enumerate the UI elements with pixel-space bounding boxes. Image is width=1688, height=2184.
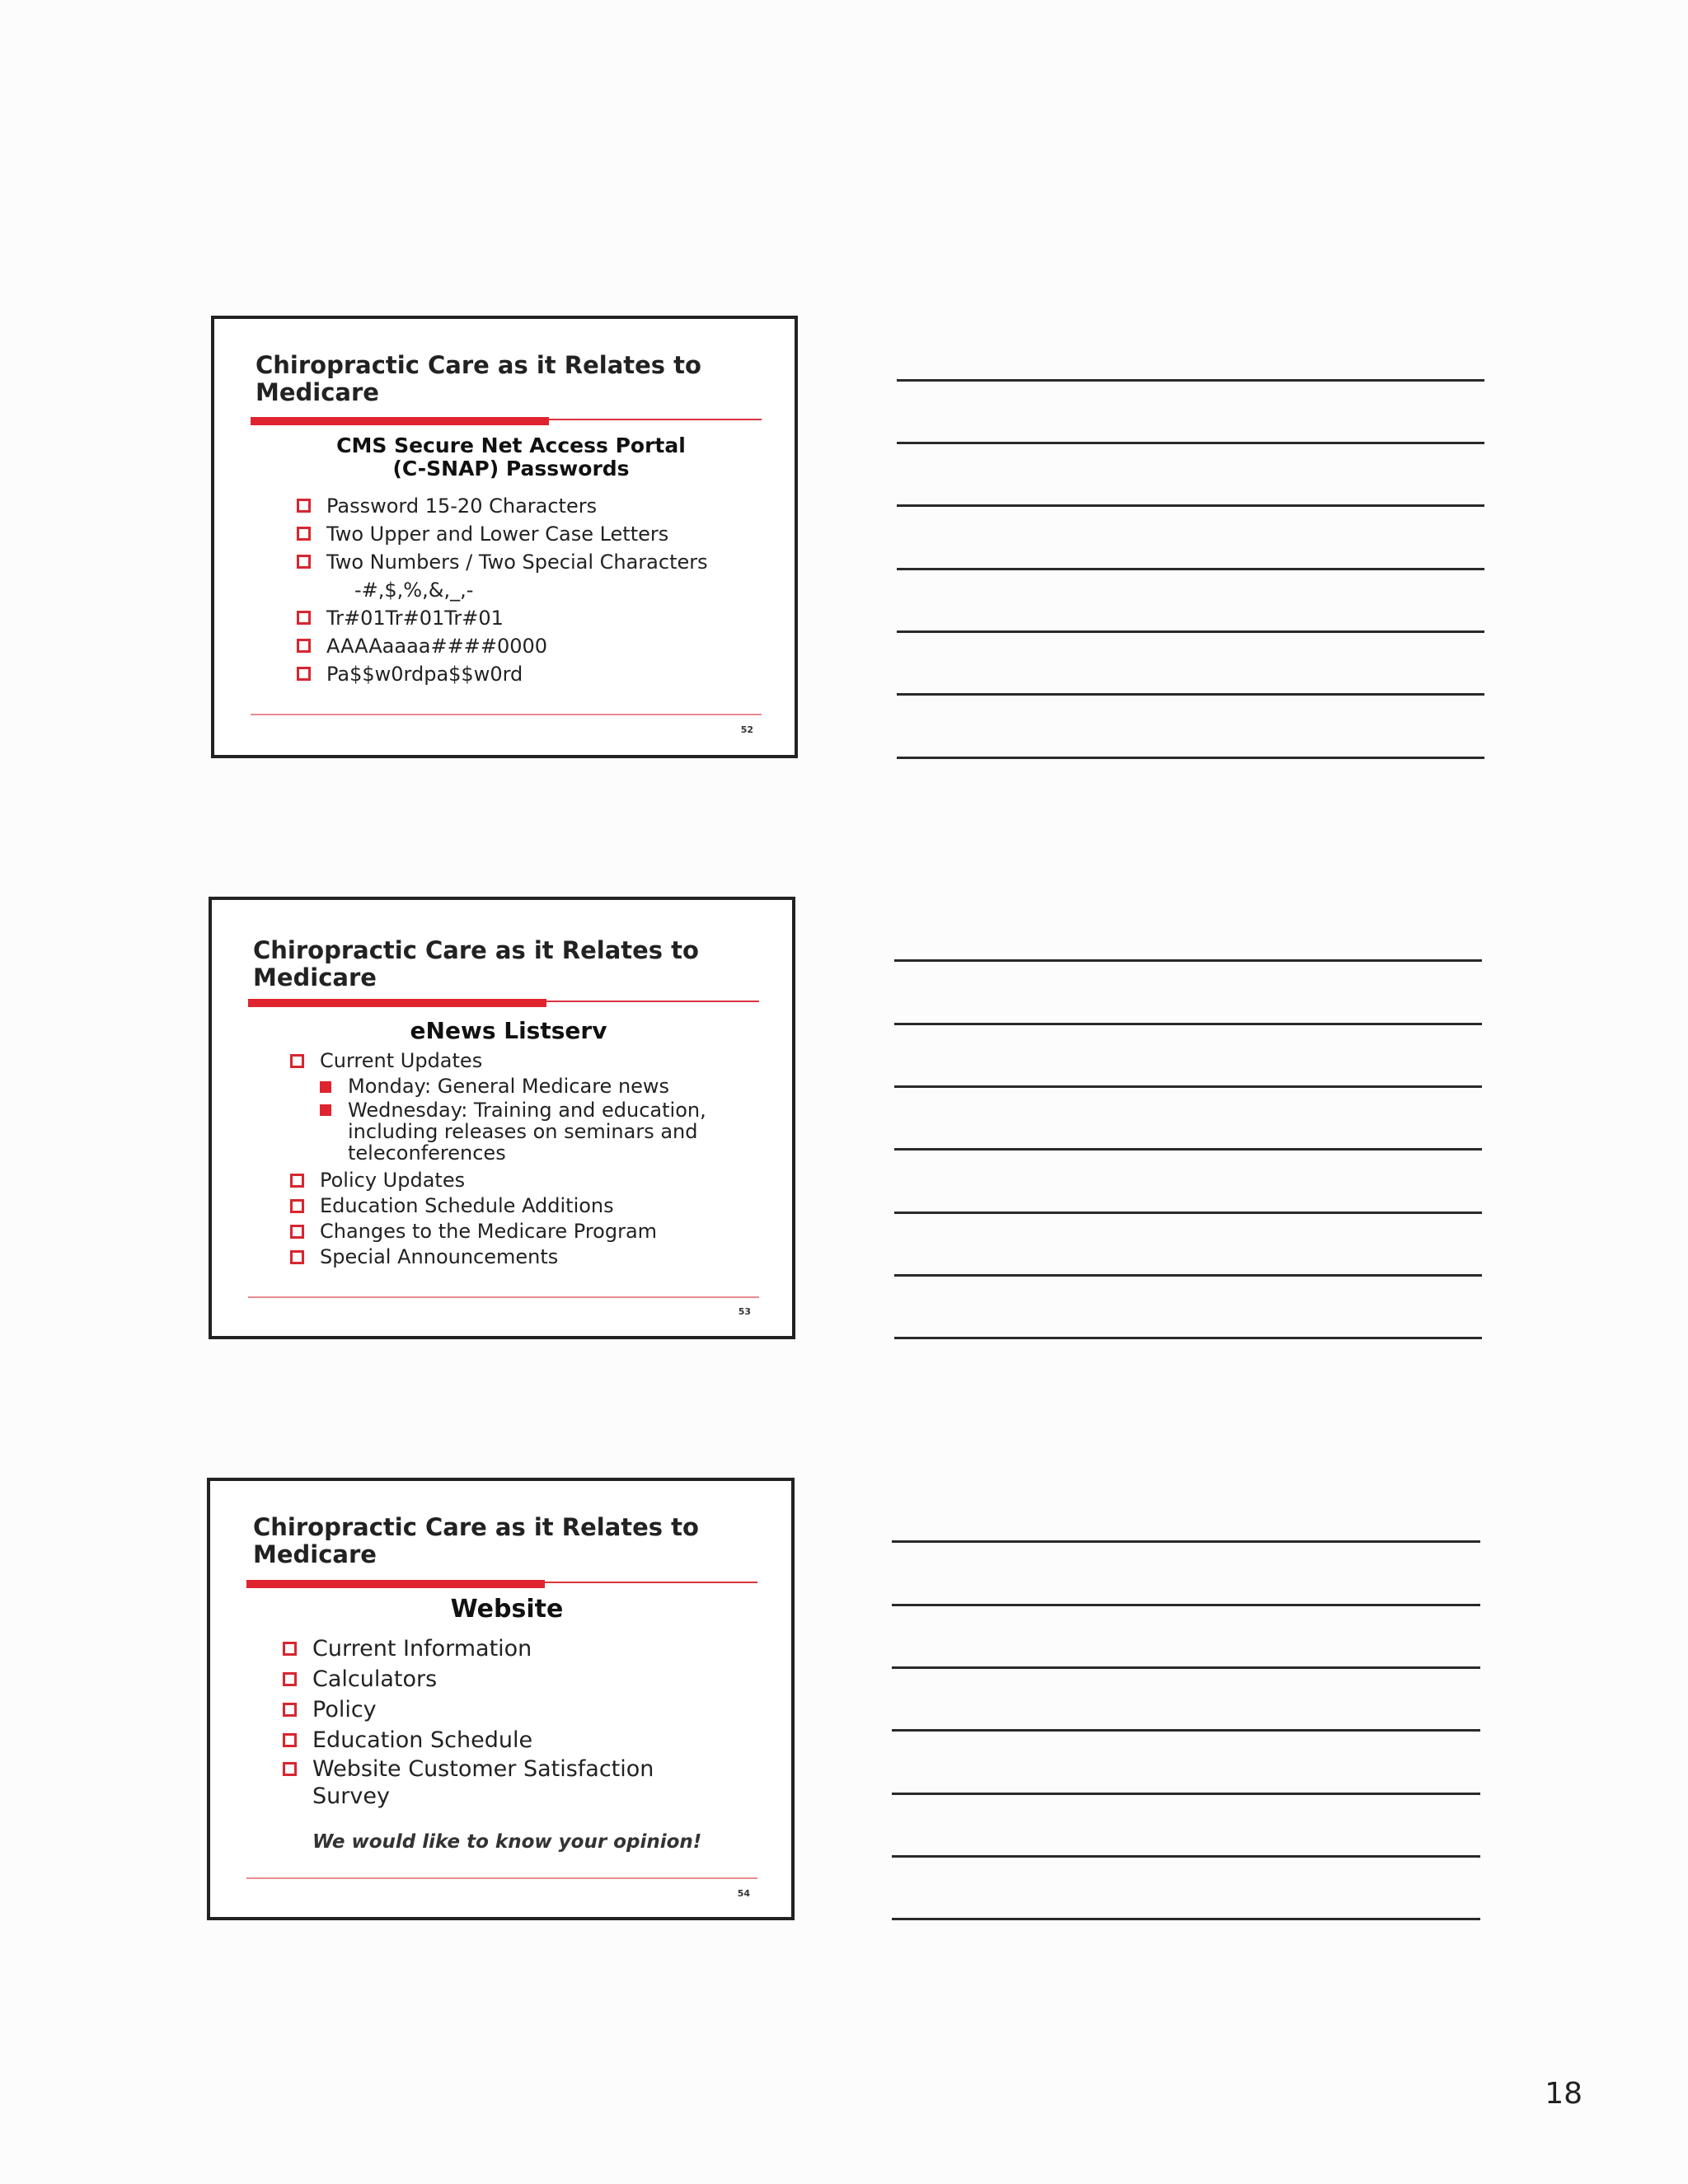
list-item: Education Schedule Additions [290, 1193, 768, 1219]
list-item: Changes to the Medicare Program [290, 1219, 768, 1244]
square-bullet-icon [297, 527, 311, 541]
list-item: Tr#01Tr#01Tr#01 [297, 604, 775, 632]
note-line [894, 1085, 1482, 1088]
note-line [892, 1729, 1480, 1732]
title-accent-bar [251, 417, 549, 425]
subtitle-line-1: CMS Secure Net Access Portal [336, 434, 686, 457]
square-bullet-icon [297, 555, 311, 569]
list-item: Current Information [283, 1633, 761, 1664]
note-line [897, 568, 1484, 570]
square-bullet-icon [297, 611, 311, 625]
footer-rule [251, 714, 762, 715]
bullet-list [290, 1048, 768, 1270]
square-bullet-icon [290, 1054, 304, 1068]
square-bullet-icon [290, 1250, 304, 1264]
square-bullet-icon [283, 1642, 297, 1656]
slide-number: 52 [740, 724, 753, 735]
slide-subtitle: Website [450, 1595, 564, 1624]
square-bullet-icon [297, 639, 311, 653]
note-line [897, 693, 1484, 696]
sub-list-item: Wednesday: Training and education, including releases on seminars and teleconferences [290, 1099, 743, 1164]
square-bullet-icon [290, 1199, 304, 1213]
list-item: Two Numbers / Two Special Characters [297, 548, 775, 576]
slide-number: 53 [738, 1306, 751, 1317]
bullet-list [297, 492, 775, 688]
note-line [894, 959, 1482, 962]
note-line [894, 1274, 1482, 1277]
note-line [897, 504, 1484, 507]
list-item: Policy Updates [290, 1168, 768, 1193]
note-line [892, 1604, 1480, 1606]
note-line [897, 442, 1484, 444]
square-bullet-icon [290, 1174, 304, 1188]
square-bullet-icon [283, 1672, 297, 1686]
slide-number: 54 [737, 1888, 750, 1899]
sub-list-item: Monday: General Medicare news [290, 1074, 768, 1099]
page-number: 18 [1545, 2077, 1582, 2111]
note-line [892, 1918, 1480, 1920]
slide-53 [209, 897, 795, 1339]
list-item: Policy [283, 1694, 761, 1725]
square-bullet-icon [297, 499, 311, 513]
title-accent-bar [246, 1580, 545, 1588]
list-item: AAAAaaaa####0000 [297, 632, 775, 660]
slide-title: Chiropractic Care as it Relates to Medicare [256, 351, 701, 406]
red-square-bullet-icon [320, 1081, 331, 1093]
slide-subtitle: eNews Listserv [410, 1017, 607, 1044]
note-line [892, 1540, 1480, 1543]
note-line [894, 1148, 1482, 1151]
slide-54 [207, 1478, 795, 1920]
list-item-continuation [297, 576, 775, 604]
square-bullet-icon [283, 1703, 297, 1717]
list-item: Website Customer Satisfaction Survey [283, 1755, 667, 1810]
subtitle-line-2: (C-SNAP) Passwords [392, 457, 630, 480]
square-bullet-icon [297, 667, 311, 681]
note-line [897, 630, 1484, 633]
square-bullet-icon [283, 1733, 297, 1747]
footer-rule [246, 1877, 757, 1879]
title-accent-bar [248, 999, 546, 1007]
list-item: Current Updates [290, 1048, 768, 1074]
slide-subtitle [264, 434, 758, 480]
tagline: We would like to know your opinion! [312, 1831, 702, 1853]
note-line [897, 379, 1484, 382]
note-line [894, 1023, 1482, 1025]
list-item: Education Schedule [283, 1725, 761, 1755]
slide-52 [211, 316, 798, 758]
note-line [894, 1212, 1482, 1214]
list-item: Two Upper and Lower Case Letters [297, 520, 775, 548]
slide-title: Chiropractic Care as it Relates to Medicare [253, 936, 699, 991]
note-line [892, 1793, 1480, 1795]
bullet-list [283, 1633, 761, 1810]
slide-title: Chiropractic Care as it Relates to Medicare [253, 1513, 699, 1568]
list-item: Password 15-20 Characters [297, 492, 775, 520]
red-square-bullet-icon [320, 1104, 331, 1116]
list-item: Calculators [283, 1664, 761, 1694]
note-line [892, 1666, 1480, 1669]
note-line [897, 757, 1484, 759]
square-bullet-icon [283, 1762, 297, 1776]
special-characters: -#,$,%,&,_,- [354, 579, 474, 602]
note-line [894, 1337, 1482, 1339]
note-line [892, 1855, 1480, 1858]
square-bullet-icon [290, 1225, 304, 1239]
footer-rule [248, 1296, 759, 1298]
list-item: Special Announcements [290, 1244, 768, 1270]
list-item: Pa$$w0rdpa$$w0rd [297, 660, 775, 688]
